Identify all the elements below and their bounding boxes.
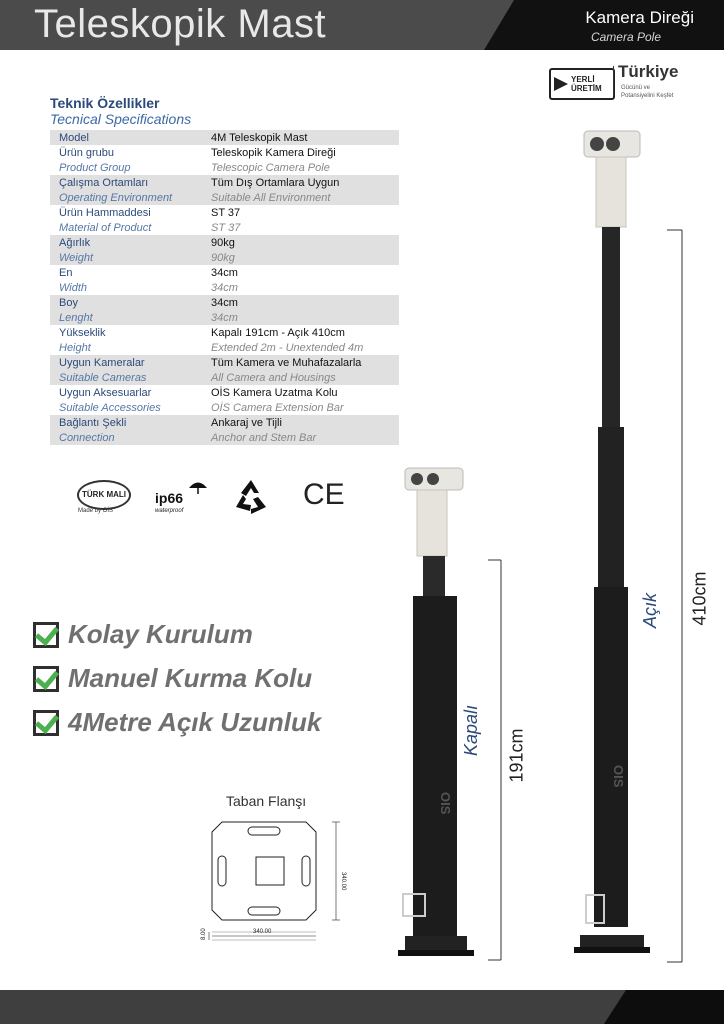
spec-title-en: Tecnical Specifications bbox=[50, 111, 192, 127]
closed-height: 191cm bbox=[506, 728, 527, 783]
turk-mali-logo: TÜRK MALI bbox=[77, 480, 131, 510]
feature-text: Kolay Kurulum bbox=[68, 619, 253, 649]
spec-label: Ürün Hammaddesi bbox=[59, 206, 151, 219]
spec-row bbox=[50, 385, 399, 400]
feature-item bbox=[33, 619, 253, 650]
recycle-icon bbox=[231, 477, 271, 517]
spec-label-en: Operating Environment bbox=[50, 190, 211, 205]
mast-brand-text: OIS bbox=[611, 765, 626, 788]
open-height: 410cm bbox=[689, 571, 710, 626]
spec-row bbox=[50, 325, 399, 340]
spec-row bbox=[50, 145, 399, 160]
spec-label: Uygun Aksesuarlar bbox=[59, 386, 152, 399]
uretim-text: ÜRETİM bbox=[571, 84, 602, 93]
spec-row bbox=[50, 205, 399, 220]
open-mast-illustration bbox=[570, 125, 670, 965]
spec-row bbox=[50, 265, 399, 280]
check-icon bbox=[33, 622, 59, 648]
spec-row-en bbox=[50, 310, 399, 325]
spec-row-en bbox=[50, 430, 399, 445]
umbrella-icon bbox=[188, 479, 208, 495]
ce-mark: CE bbox=[303, 478, 345, 511]
spec-label-en: Material of Product bbox=[59, 221, 152, 234]
header-subtitle: Kamera Direği bbox=[585, 8, 694, 27]
spec-label: Model bbox=[50, 130, 211, 145]
spec-row bbox=[50, 175, 399, 190]
spec-label-en: Suitable Cameras bbox=[50, 370, 211, 385]
mast-brand-text: OIS bbox=[438, 792, 453, 815]
spec-value-en: 34cm bbox=[211, 281, 238, 294]
spec-row-en bbox=[50, 190, 399, 205]
check-icon bbox=[33, 710, 59, 736]
flange-height-label: 340.00 bbox=[340, 872, 346, 891]
spec-value: ST 37 bbox=[211, 206, 241, 219]
spec-value: 4M Teleskopik Mast bbox=[211, 130, 399, 145]
spec-value-en: OİS Camera Extension Bar bbox=[211, 401, 344, 414]
spec-label: Çalışma Ortamları bbox=[50, 175, 211, 190]
spec-value-en: 34cm bbox=[211, 310, 399, 325]
spec-label: Ürün grubu bbox=[59, 146, 115, 159]
waterproof-text: waterproof bbox=[155, 508, 184, 514]
yerli-text: YERLİ bbox=[571, 75, 595, 84]
spec-value: OİS Kamera Uzatma Kolu bbox=[211, 386, 338, 399]
spec-row bbox=[50, 235, 399, 250]
spec-row-en bbox=[50, 220, 399, 235]
spec-value-en: ST 37 bbox=[211, 221, 241, 234]
spec-row bbox=[50, 415, 399, 430]
header-subtitle-en: Camera Pole bbox=[590, 30, 661, 44]
spec-label-en: Suitable Accessories bbox=[59, 401, 161, 414]
spec-value-en: 90kg bbox=[211, 250, 399, 265]
turkiye-slogan-line1: Gücünü ve bbox=[621, 85, 651, 91]
spec-value: Kapalı 191cm - Açık 410cm bbox=[211, 326, 345, 339]
spec-label: Yükseklik bbox=[59, 326, 106, 339]
feature-text: 4Metre Açık Uzunluk bbox=[68, 707, 322, 737]
spec-label: Bağlantı Şekli bbox=[50, 415, 211, 430]
yerli-uretim-logo bbox=[549, 68, 615, 100]
spec-value-en: Telescopic Camera Pole bbox=[211, 161, 330, 174]
logo-divider bbox=[613, 66, 614, 96]
spec-label-en: Connection bbox=[50, 430, 211, 445]
spec-value-en: All Camera and Housings bbox=[211, 370, 399, 385]
spec-row bbox=[50, 295, 399, 310]
spec-value: 34cm bbox=[211, 266, 238, 279]
spec-row-en bbox=[50, 370, 399, 385]
spec-value-en: Suitable All Environment bbox=[211, 190, 399, 205]
page-title: Teleskopik Mast bbox=[34, 2, 327, 46]
spec-label-en: Lenght bbox=[50, 310, 211, 325]
spec-label: Boy bbox=[50, 295, 211, 310]
spec-row-en bbox=[50, 280, 399, 295]
flange-thickness-label: 8.00 bbox=[201, 928, 207, 940]
spec-value: Tüm Kamera ve Muhafazalarla bbox=[211, 355, 399, 370]
spec-label: Uygun Kameralar bbox=[50, 355, 211, 370]
spec-title: Teknik Özellikler bbox=[50, 95, 160, 111]
spec-value-en: Anchor and Stem Bar bbox=[211, 430, 399, 445]
spec-label-en: Width bbox=[59, 281, 88, 294]
check-icon bbox=[33, 666, 59, 692]
turkiye-logo: Türkiye bbox=[618, 62, 679, 81]
flag-icon bbox=[554, 77, 568, 91]
feature-item bbox=[33, 707, 321, 738]
flange-drawing bbox=[196, 812, 366, 952]
spec-label-en: Height bbox=[59, 341, 91, 354]
spec-row bbox=[50, 130, 399, 145]
spec-label: Ağırlık bbox=[50, 235, 211, 250]
spec-value-en: Extended 2m - Unextended 4m bbox=[211, 341, 364, 354]
spec-label-en: Weight bbox=[50, 250, 211, 265]
open-label: Açık bbox=[640, 592, 661, 629]
page-header bbox=[0, 0, 724, 50]
spec-table bbox=[50, 130, 399, 445]
spec-row-en bbox=[50, 400, 399, 415]
turkiye-slogan bbox=[621, 84, 673, 100]
spec-row-en bbox=[50, 340, 399, 355]
spec-row-en bbox=[50, 160, 399, 175]
spec-row-en bbox=[50, 250, 399, 265]
spec-value: 34cm bbox=[211, 295, 399, 310]
feature-item bbox=[33, 663, 312, 694]
closed-label: Kapalı bbox=[461, 704, 482, 757]
turkiye-slogan-line2: Potansiyelini Keşfet bbox=[621, 93, 674, 99]
spec-value: Ankaraj ve Tijli bbox=[211, 415, 399, 430]
flange-title: Taban Flanşı bbox=[226, 793, 307, 809]
footer-dark-panel bbox=[604, 990, 724, 1024]
made-by-text: Made by OİS bbox=[78, 508, 114, 514]
spec-label: En bbox=[59, 266, 73, 279]
spec-value: Tüm Dış Ortamlara Uygun bbox=[211, 175, 399, 190]
spec-value: 90kg bbox=[211, 235, 399, 250]
flange-width-label: 340.00 bbox=[253, 929, 272, 935]
spec-label-en: Product Group bbox=[59, 161, 131, 174]
ip66-logo: ip66 bbox=[155, 490, 184, 506]
spec-value: Teleskopik Kamera Direği bbox=[211, 146, 336, 159]
spec-row bbox=[50, 355, 399, 370]
page-footer bbox=[0, 990, 724, 1024]
feature-text: Manuel Kurma Kolu bbox=[68, 663, 313, 693]
